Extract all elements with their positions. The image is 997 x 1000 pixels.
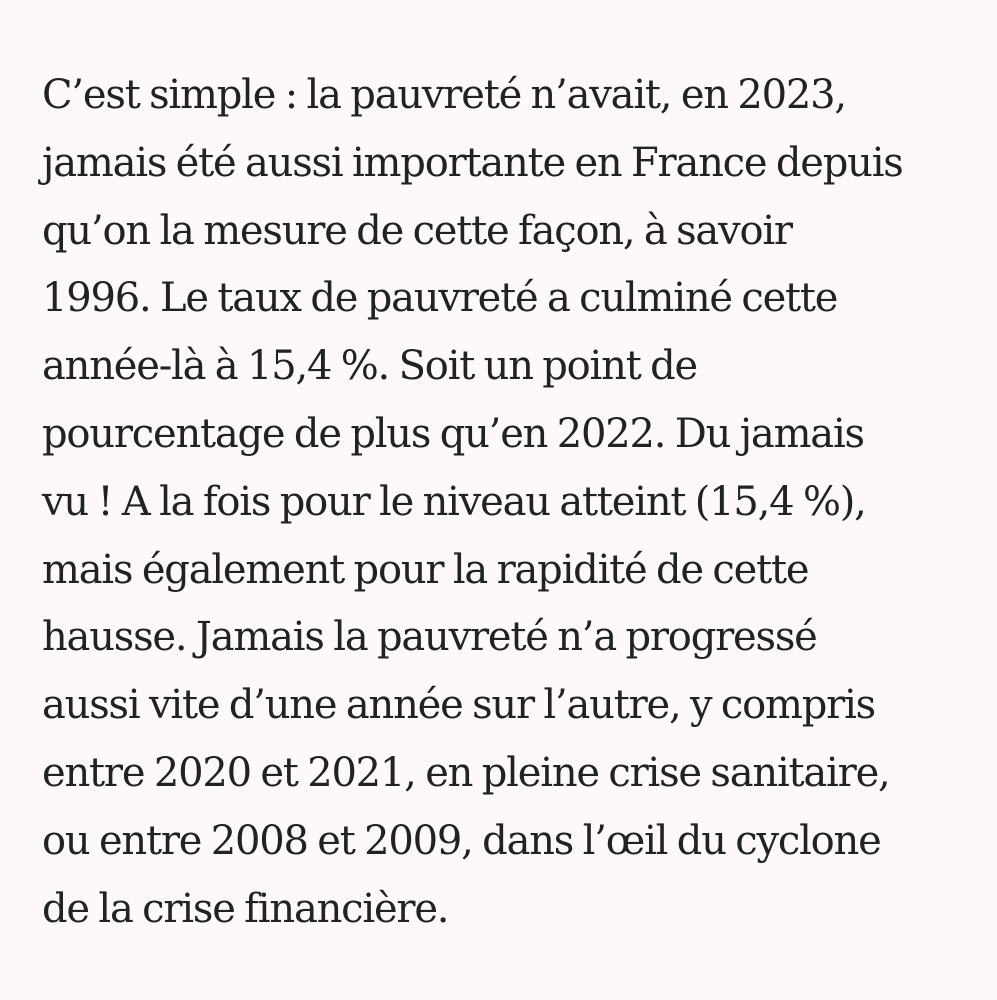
paragraph-line: vu ! A la fois pour le niveau atteint (15,4 %),	[42, 478, 866, 525]
paragraph-line: de la crise financière.	[42, 885, 449, 932]
paragraph-line: entre 2020 et 2021, en pleine crise sanitaire,	[42, 749, 890, 796]
paragraph-line: mais également pour la rapidité de cette	[42, 546, 809, 593]
paragraph-line: hausse. Jamais la pauvreté n’a progressé	[42, 614, 817, 661]
paragraph-line: pourcentage de plus qu’en 2022. Du jamais	[42, 410, 864, 457]
article-paragraph	[42, 62, 957, 943]
paragraph-line: aussi vite d’une année sur l’autre, y compris	[42, 682, 875, 729]
paragraph-line: 1996. Le taux de pauvreté a culminé cette	[42, 275, 838, 322]
paragraph-line: jamais été aussi importante en France depuis	[42, 139, 903, 186]
paragraph-line: C’est simple : la pauvreté n’avait, en 2023,	[42, 72, 846, 118]
paragraph-line: qu’on la mesure de cette façon, à savoir	[42, 207, 792, 254]
paragraph-line: année-là à 15,4 %. Soit un point de	[42, 343, 697, 390]
paragraph-line: ou entre 2008 et 2009, dans l’œil du cyclone	[42, 817, 881, 864]
